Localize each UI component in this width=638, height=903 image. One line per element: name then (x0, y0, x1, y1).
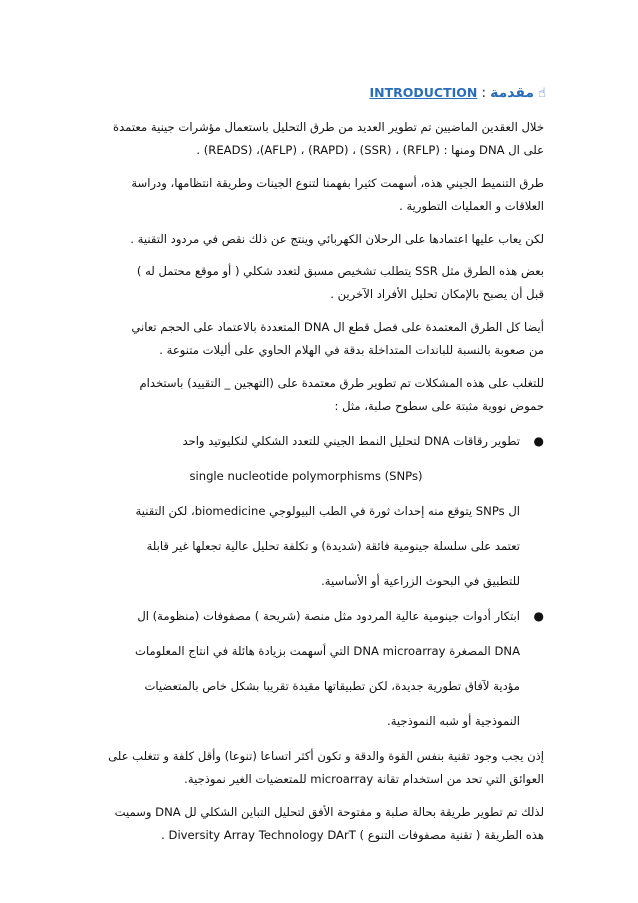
list-item (92, 605, 544, 733)
text-line: أيضا كل الطرق المعتمدة على فصل قطع ال DNA المتعددة بالاعتماد على الحجم تعاني (131, 319, 544, 334)
bullet-list (92, 430, 544, 733)
hand-icon: ☝ (538, 86, 546, 101)
text-line: للتغلب على هذه المشكلات تم تطوير طرق معتمدة على (التهجين _ التقييد) باستخدام (139, 375, 544, 390)
list-item (92, 430, 544, 593)
paragraph (92, 316, 544, 363)
section-heading (0, 84, 546, 103)
text-line: ال SNPs يتوقع منه إحداث ثورة في الطب البيولوجي biomedicine، لكن التقنية (135, 504, 520, 519)
text-line: طرق التنميط الجيني هذه، أسهمت كثيرا بفهمنا لتنوع الجينات وطريقة انتظامها، ودراسة (131, 175, 544, 190)
bullet-dot-icon: ● (533, 434, 544, 449)
paragraph (92, 372, 544, 419)
paragraph (92, 260, 544, 307)
text-line: النموذجية أو شبه النموذجية. (387, 714, 520, 729)
paragraph (92, 116, 544, 163)
text-line: على ال DNA ومنها : (RFLP) ، (SSR) ، (RAPD) ، (AFLP)، (READS) . (196, 143, 544, 158)
text-line: حموض نووية مثبتة على سطوح صلبة، مثل : (334, 399, 544, 414)
text-line: العوائق التي تحد من استخدام تقانة microarray للمتعضيات الغير نموذجية. (184, 772, 544, 787)
text-line: DNA المصغرة DNA microarray التي أسهمت بزيادة هائلة في انتاج المعلومات (135, 644, 520, 659)
text-line: بعض هذه الطرق مثل SSR يتطلب تشخيص مسبق لتعدد شكلي ( أو موقع محتمل له ) (136, 264, 544, 279)
text-line: لكن يعاب عليها اعتمادها على الرحلان الكهربائي وينتج عن ذلك نقص في مردود التقنية . (130, 231, 544, 246)
heading-title-english: INTRODUCTION (369, 85, 478, 100)
paragraph (92, 745, 544, 792)
document-body (92, 116, 544, 848)
paragraph (92, 801, 544, 848)
text-line: لذلك تم تطوير طريقة بحالة صلبة و مفتوحة الأفق لتحليل التباين الشكلي لل DNA وسميت (114, 804, 544, 819)
text-line: قبل أن يصبح بالإمكان تحليل الأفراد الآخرين . (330, 287, 544, 302)
text-line: تعتمد على سلسلة جينومية فائقة (شديدة) و تكلفة تحليل عالية تجعلها غير قابلة (146, 539, 520, 554)
heading-title-arabic: مقدمة (490, 85, 535, 101)
text-line: للتطبيق في البحوث الزراعية أو الأساسية. (321, 574, 520, 589)
paragraph (92, 172, 544, 219)
text-line: مؤدية لآفاق تطورية جديدة، لكن تطبيقاتها مقيدة تقريبا بشكل خاص بالمتعضيات (144, 679, 520, 694)
bullet-dot-icon: ● (533, 609, 544, 624)
text-line: إذن يجب وجود تقنية بنفس القوة والدقة و تكون أكثر اتساعا (تنوعا) وأقل كلفة و تتغلب على (108, 749, 544, 764)
text-line: خلال العقدين الماضيين تم تطوير العديد من طرق التحليل باستعمال مؤشرات جينية معتمدة (113, 120, 544, 134)
text-line: هذه الطريقة ( تقنية مصفوفات التنوع ) Diversity Array Technology DArT . (161, 828, 544, 843)
text-line: تطوير رقاقات DNA لتحليل النمط الجيني للتعدد الشكلي لنكليوتيد واحد (182, 434, 520, 449)
paragraph (92, 228, 544, 251)
text-line: ابتكار أدوات جينومية عالية المردود مثل منصة (شريحة ) مصفوفات (منظومة) ال (137, 609, 520, 624)
text-line: العلاقات و العمليات التطورية . (399, 199, 544, 214)
text-line: من صعوبة بالنسبة للباندات المتداخلة بدقة في الهلام الحاوي على أليلات متنوعة . (159, 343, 544, 358)
heading-separator: : (481, 85, 487, 101)
text-line: single nucleotide polymorphisms (SNPs) (189, 469, 423, 484)
